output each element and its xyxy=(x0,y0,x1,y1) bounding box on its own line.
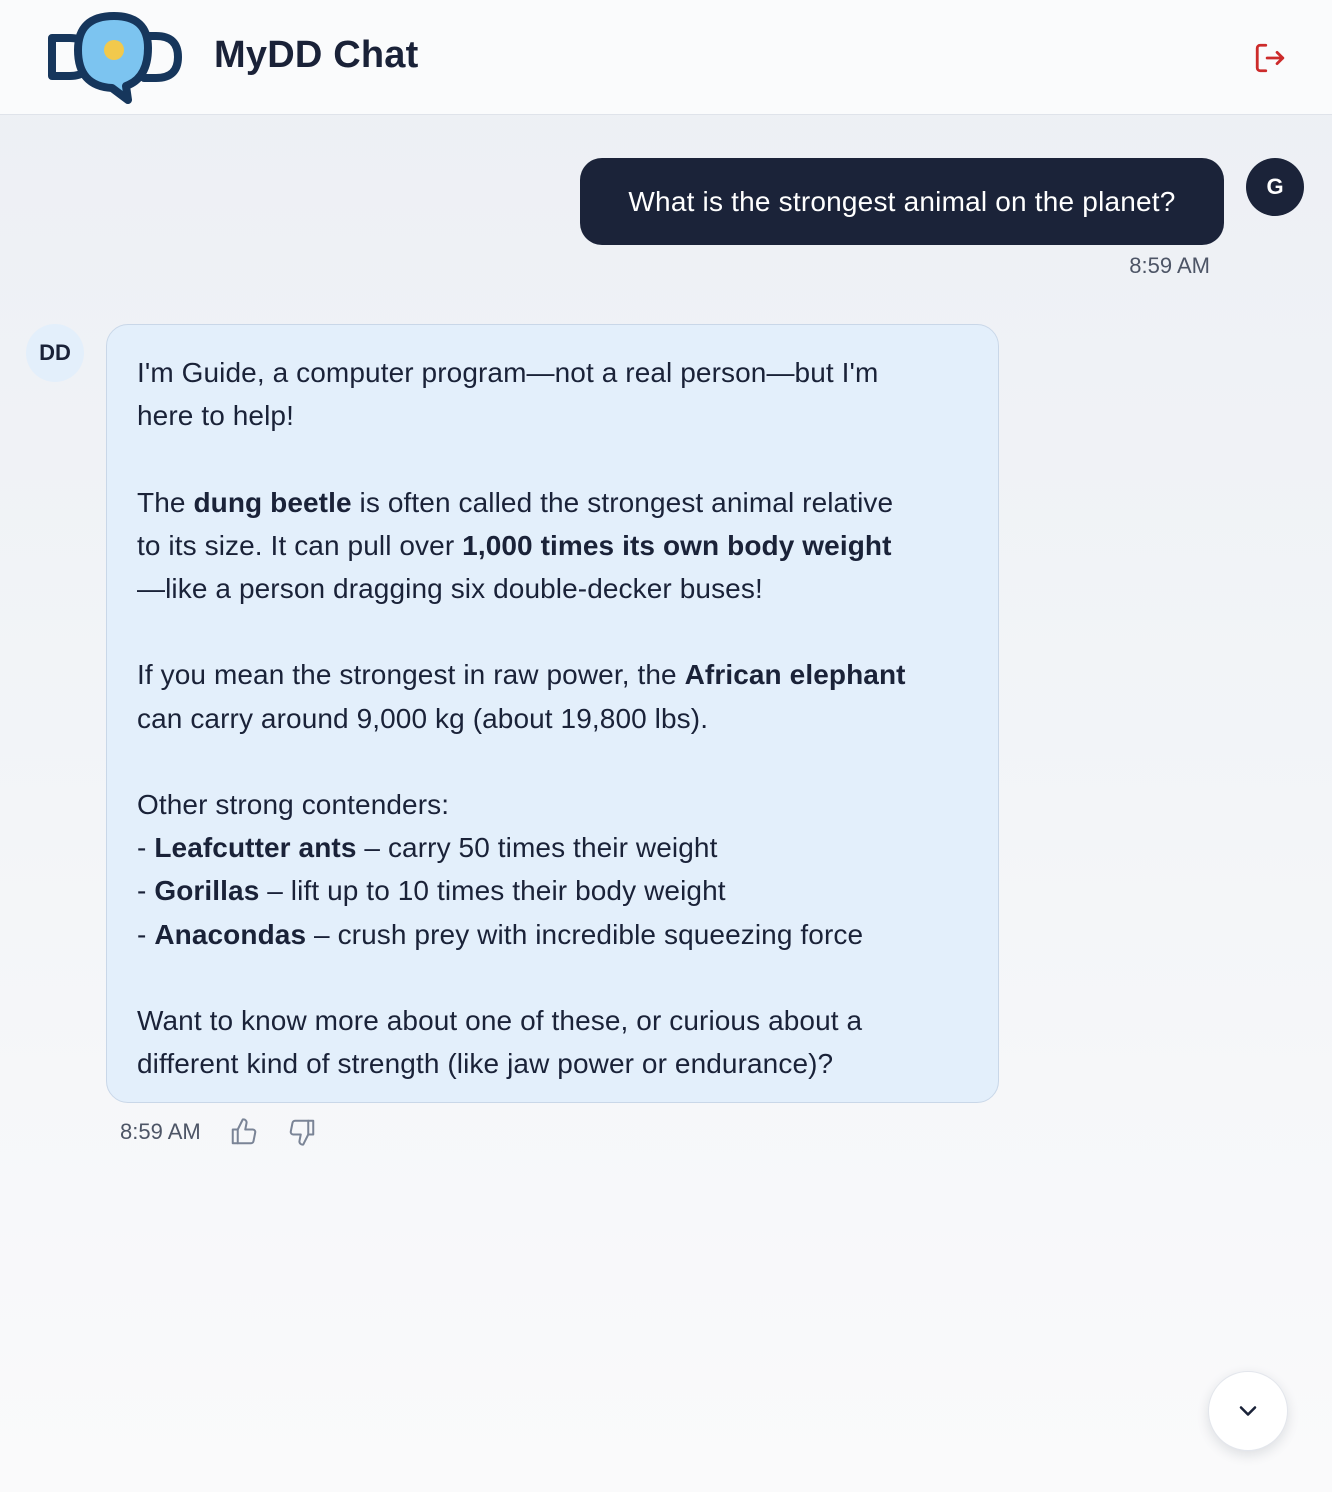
list-item-name: Gorillas xyxy=(154,875,260,907)
bot-message-bubble xyxy=(106,324,999,1103)
user-message-text: What is the strongest animal on the planet? xyxy=(628,185,1176,217)
list-item-desc: – crush prey with incredible squeezing force xyxy=(306,918,864,950)
user-message-bubble xyxy=(580,158,1224,245)
thumbs-down-icon xyxy=(287,1117,317,1147)
bot-paragraph-elephant xyxy=(137,653,978,739)
list-item: - Gorillas – lift up to 10 times their body weight xyxy=(137,875,726,907)
text-span: to its size. It can pull over xyxy=(137,529,463,561)
list-item: - Anacondas – crush prey with incredible squeezing force xyxy=(137,918,864,950)
thumbs-down-button[interactable] xyxy=(285,1115,319,1149)
text-span: different kind of strength (like jaw power or endurance)? xyxy=(137,1048,834,1080)
thumbs-up-icon xyxy=(229,1117,259,1147)
bold-text: 1,000 times its own body weight xyxy=(462,529,892,561)
dd-chat-logo-icon xyxy=(48,10,184,104)
bot-contenders-list xyxy=(137,783,978,956)
list-heading: Other strong contenders: xyxy=(137,788,450,820)
bot-avatar: DD xyxy=(26,324,84,382)
bot-paragraph-dung-beetle xyxy=(137,481,978,611)
bold-text: African elephant xyxy=(684,659,906,691)
bot-intro xyxy=(137,351,978,437)
text-span: If you mean the strongest in raw power, the xyxy=(137,659,685,691)
user-avatar: G xyxy=(1246,158,1304,216)
bot-intro-line: I'm Guide, a computer program—not a real person—but I'm xyxy=(137,357,879,388)
bot-message-time: 8:59 AM xyxy=(120,1119,201,1144)
text-span: The xyxy=(137,486,194,518)
text-span: Want to know more about one of these, or curious about a xyxy=(137,1004,863,1036)
thumbs-up-button[interactable] xyxy=(227,1115,261,1149)
app-title: MyDD Chat xyxy=(214,34,419,76)
logout-icon xyxy=(1253,41,1287,75)
user-message-time: 8:59 AM xyxy=(1129,253,1210,278)
bot-intro-line: here to help! xyxy=(137,400,294,432)
scroll-to-bottom-button[interactable] xyxy=(1208,1371,1288,1451)
list-item-desc: – lift up to 10 times their body weight xyxy=(259,875,726,907)
text-span: is often called the strongest animal relative xyxy=(351,486,894,518)
bold-text: dung beetle xyxy=(193,486,352,518)
logout-button[interactable] xyxy=(1248,36,1292,80)
bot-message-meta xyxy=(120,1116,343,1148)
list-item: - Leafcutter ants – carry 50 times their weight xyxy=(137,832,718,864)
bot-closing xyxy=(137,999,978,1085)
list-item-name: Leafcutter ants xyxy=(154,832,357,864)
text-span: can carry around 9,000 kg (about 19,800 lbs). xyxy=(137,702,709,734)
chevron-down-icon xyxy=(1234,1397,1262,1425)
app-header xyxy=(0,0,1332,115)
list-item-name: Anacondas xyxy=(154,918,307,950)
text-span: —like a person dragging six double-decker buses! xyxy=(137,573,763,604)
list-item-desc: – carry 50 times their weight xyxy=(356,832,718,864)
